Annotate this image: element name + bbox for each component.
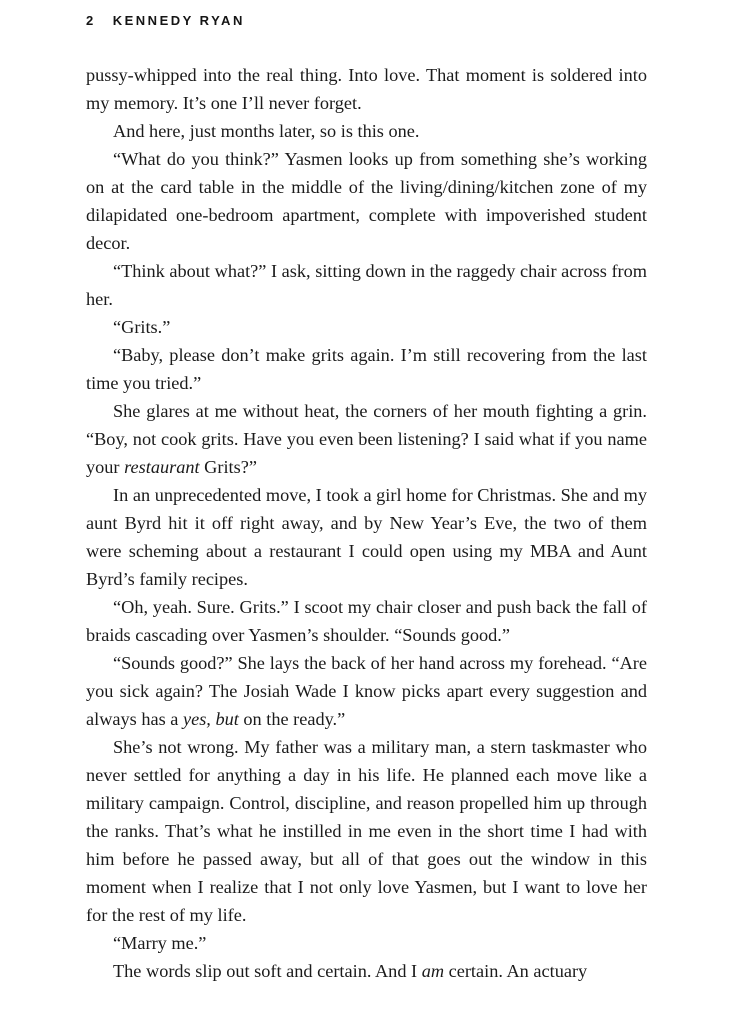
text-run: She’s not wrong. My father was a military man, a stern taskmaster who never settled for anything a day in his life. He planned each move like a military campaign. Control, discipline, and reason propelled him up through the ranks. That’s what he instilled in me even in the short time I had with him before he passed away, but all of that goes out the window in this moment when I realize that I not only love Yasmen, but I want to love her for the rest of my life.: [86, 737, 647, 925]
paragraph: [86, 481, 647, 593]
italic-text-run: restaurant: [124, 457, 200, 477]
page-number: 2: [86, 13, 94, 28]
paragraph: [86, 957, 647, 985]
text-run: pussy-whipped into the real thing. Into love. That moment is soldered into my memory. It’s one I’ll never forget.: [86, 65, 647, 113]
text-run: “Grits.”: [113, 317, 171, 337]
paragraph: [86, 145, 647, 257]
text-run: “Oh, yeah. Sure. Grits.” I scoot my chair closer and push back the fall of braids cascading over Yasmen’s shoulder. “Sounds good.”: [86, 597, 647, 645]
text-run: “Marry me.”: [113, 933, 207, 953]
text-run: She glares at me without heat, the corners of her mouth fighting a grin. “Boy, not cook grits. Have you even been listening? I said what if you name your: [86, 401, 647, 477]
paragraph: [86, 397, 647, 481]
paragraph: [86, 733, 647, 929]
paragraph: [86, 313, 647, 341]
paragraph: [86, 593, 647, 649]
running-head-author: KENNEDY RYAN: [112, 13, 245, 28]
paragraph: [86, 649, 647, 733]
text-run: “Baby, please don’t make grits again. I’m still recovering from the last time you tried.”: [86, 345, 647, 393]
text-run: The words slip out soft and certain. And I: [113, 961, 422, 981]
page-body-text: [86, 61, 647, 985]
paragraph: [86, 929, 647, 957]
text-run: “Think about what?” I ask, sitting down in the raggedy chair across from her.: [86, 261, 647, 309]
text-run: “What do you think?” Yasmen looks up from something she’s working on at the card table in the middle of the living/dining/kitchen zone of my dilapidated one-bedroom apartment, complete with impoverished student decor.: [86, 149, 647, 253]
page-header: [86, 13, 647, 28]
text-run: Grits?”: [199, 457, 257, 477]
text-run: And here, just months later, so is this one.: [113, 121, 420, 141]
text-run: “Sounds good?” She lays the back of her hand across my forehead. “Are you sick again? The Josiah Wade I know picks apart every suggestion and always has a: [86, 653, 647, 729]
italic-text-run: am: [421, 961, 445, 981]
text-run: In an unprecedented move, I took a girl home for Christmas. She and my aunt Byrd hit it off right away, and by New Year’s Eve, the two of them were scheming about a restaurant I could open using my MBA and Aunt Byrd’s family recipes.: [86, 485, 647, 589]
paragraph: [86, 61, 647, 117]
paragraph: [86, 257, 647, 313]
text-run: certain. An actuary: [444, 961, 588, 981]
italic-text-run: yes, but: [182, 709, 239, 729]
paragraph: [86, 341, 647, 397]
paragraph: [86, 117, 647, 145]
text-run: on the ready.”: [238, 709, 346, 729]
